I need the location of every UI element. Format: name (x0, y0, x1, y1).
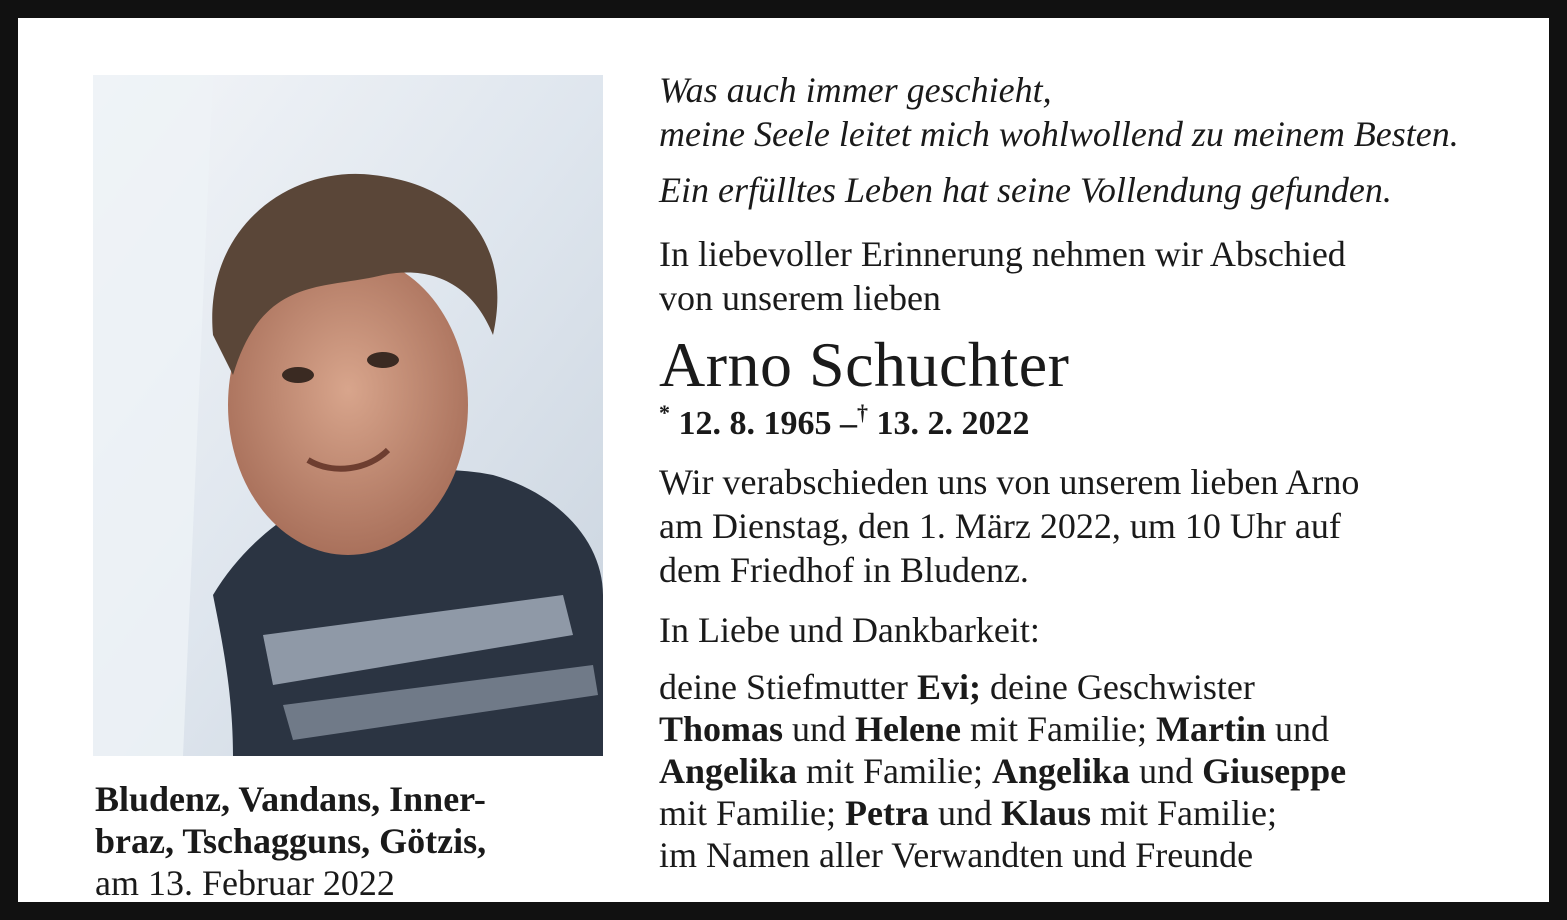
quote-line-3: Ein erfülltes Leben hat seine Vollendung gefunden. (659, 170, 1392, 210)
life-dates (659, 402, 1514, 446)
intro (659, 232, 1514, 320)
quote-line-1: Was auch immer geschieht, (659, 70, 1052, 110)
family-name: Angelika (659, 751, 798, 791)
death-symbol: † (857, 400, 868, 425)
family-name: Evi; (916, 667, 981, 707)
caption-line-2: braz, Tschagguns, Götzis, (95, 821, 487, 861)
family-line-1 (659, 666, 1514, 708)
family-name: Giuseppe (1202, 751, 1347, 791)
family-name: Helene (855, 709, 961, 749)
birth-date: 12. 8. 1965 (678, 405, 832, 442)
portrait-image (93, 75, 603, 756)
family-name: Martin (1156, 709, 1266, 749)
family-text: und (1265, 709, 1329, 749)
family-line-2 (659, 708, 1514, 750)
birth-symbol: * (659, 400, 670, 425)
deceased-name: Arno Schuchter (659, 329, 1070, 400)
family-name: Klaus (1000, 793, 1091, 833)
family-line-4 (659, 792, 1514, 834)
quote-line-2: meine Seele leitet mich wohlwollend zu meinem Besten. (659, 114, 1459, 154)
date-dash: – (840, 405, 857, 442)
family-name: Thomas (659, 709, 784, 749)
service-line-3: dem Friedhof in Bludenz. (659, 550, 1029, 590)
caption-line-3: am 13. Februar 2022 (95, 863, 395, 903)
obituary-text (659, 68, 1514, 876)
funeral-service-info (659, 460, 1514, 592)
service-line-2: am Dienstag, den 1. März 2022, um 10 Uhr auf (659, 506, 1341, 546)
death-date: 13. 2. 2022 (876, 405, 1030, 442)
family-text: und (783, 709, 856, 749)
family-text: deine Geschwister (980, 667, 1255, 707)
family-text: mit Familie; (961, 709, 1156, 749)
family-text: mit Familie; (659, 793, 845, 833)
portrait-photo (93, 75, 603, 756)
place-date-caption (95, 778, 615, 904)
intro-line-2: von unserem lieben (659, 278, 941, 318)
family-list (659, 666, 1514, 876)
family-text: und (1130, 751, 1203, 791)
family-name: Petra (845, 793, 929, 833)
intro-line-1: In liebevoller Erinnerung nehmen wir Abschied (659, 234, 1346, 274)
family-name: Angelika (992, 751, 1131, 791)
thanks-line: In Liebe und Dankbarkeit: (659, 610, 1040, 650)
family-text: deine Stiefmutter (659, 667, 917, 707)
family-text: mit Familie; (797, 751, 993, 791)
family-line-3 (659, 750, 1514, 792)
family-text: und (928, 793, 1001, 833)
service-line-1: Wir verabschieden uns von unserem lieben Arno (659, 462, 1360, 502)
caption-line-1: Bludenz, Vandans, Inner- (95, 779, 486, 819)
family-text: mit Familie; (1090, 793, 1277, 833)
family-line-5: im Namen aller Verwandten und Freunde (659, 835, 1254, 875)
quote (659, 68, 1514, 156)
